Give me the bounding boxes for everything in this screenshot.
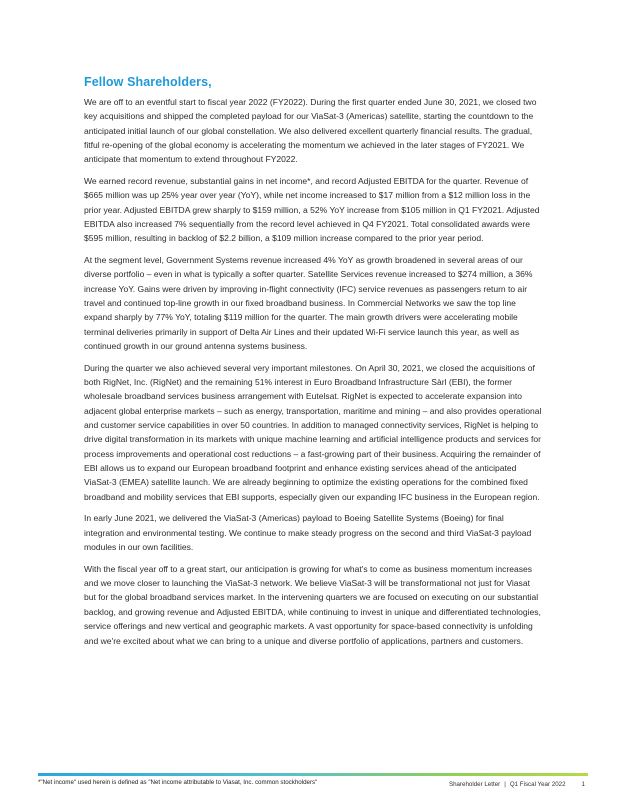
paragraph-6: With the fiscal year off to a great start, our anticipation is growing for what's to come as business momentum increases and we move closer to launching the ViaSat-3 network. We believe ViaSat-3 will be transformational not just for Viasat but for the global broadband services market. In the intervening quarters we are focused on executing on our substantial backlog, and growing revenue and Adjusted EBITDA, while continuing to invest in unique and differentiated technologies, service offerings and new vertical and geographic markets. A vast opportunity for space-based connectivity is unfolding and we're excited about what we can bring to a unique and diverse portfolio of applications, partners and customers. — [84, 563, 541, 646]
period-label: Q1 Fiscal Year 2022 — [509, 781, 566, 788]
doc-label: Shareholder Letter — [448, 781, 501, 788]
page-number: 1 — [581, 781, 585, 788]
paragraph-2: We earned record revenue, substantial gains in net income*, and record Adjusted EBITDA for the quarter. Revenue of $665 million was up 25% year over year (YoY), while net income increased to $17 million from a $12 million loss in the prior year. Adjusted EBITDA grew sharply to $159 million, a 52% YoY increase from $105 million in Q1 FY2021. Adjusted EBITDA also increased 7% sequentially from the record level achieved in Q4 FY2021. Total consolidated awards were $595 million, resulting in backlog of $2.2 billion, a $109 million increase compared to the prior year period. — [84, 176, 540, 244]
paragraph-1: We are off to an eventful start to fiscal year 2022 (FY2022). During the first quarter ended June 30, 2021, we closed two key acquisitions and shipped the completed payload for our ViaSat-3 (Americas) satellite, starting the countdown to the anticipated initial launch of our global constellation. We also delivered excellent quarterly financial results. The gradual, fitful re-opening of the global economy is accelerating the momentum we achieved in the later stages of FY2021. We anticipate that momentum to extend throughout FY2022. — [84, 97, 537, 165]
paragraph-4: During the quarter we also achieved several very important milestones. On April 30, 2021, we closed the acquisitions of both RigNet, Inc. (RigNet) and the remaining 51% interest in Euro Broadband Infrastructure Sàrl (EBI), the former wholesale broadband services business arrangement with Eutelsat. RigNet is expected to accelerate expansion into adjacent global enterprise markets – such as energy, transportation, maritime and mining – and also provides operational and customer service capabilities in over 50 countries. In addition to managed connectivity services, RigNet is helping to drive digital transformation in its markets with unique machine learning and artificial intelligence products and services for process improvements and operational cost reductions – a fast-growing part of their business. Acquiring the remainder of EBI allows us to expand our European broadband footprint and enhance existing services ahead of the anticipated ViaSat-3 (EMEA) satellite launch. We are already beginning to optimize the existing operations for the combined fixed broadband and mobility services that EBI supports, especially given our expanding IFC business in the European region. — [84, 362, 542, 502]
paragraph-3: At the segment level, Government Systems revenue increased 4% YoY as growth broadened in several areas of our diverse portfolio – even in what is typically a softer quarter. Satellite Services revenue increased to $274 million, a 36% increase YoY. Gains were driven by improving in-flight connectivity (IFC) service revenues as passengers return to air travel and continued top-line growth in our fixed broadband business. In Commercial Networks we saw the top line expand sharply by 77% YoY, totaling $119 million for the quarter. The main growth drivers were accelerating mobile terminal deliveries primarily in support of Delta Air Lines and their updated Wi-Fi service launch this year, as well as continued growth in our ground antenna systems business. — [84, 255, 533, 352]
footer-separator: | — [504, 781, 506, 788]
page-footer — [449, 781, 585, 788]
footer-divider — [38, 773, 588, 776]
paragraph-5: In early June 2021, we delivered the ViaSat-3 (Americas) payload to Boeing Satellite Systems (Boeing) for final integration and environmental testing. We continue to make steady progress on the second and third ViaSat-3 payload modules in our own facilities. — [84, 513, 532, 553]
footnote: *"Net income" used herein is defined as "Net income attributable to Viasat, Inc. common stockholders" — [38, 779, 318, 786]
letter-heading: Fellow Shareholders, — [84, 75, 212, 89]
letter-body — [84, 95, 542, 655]
